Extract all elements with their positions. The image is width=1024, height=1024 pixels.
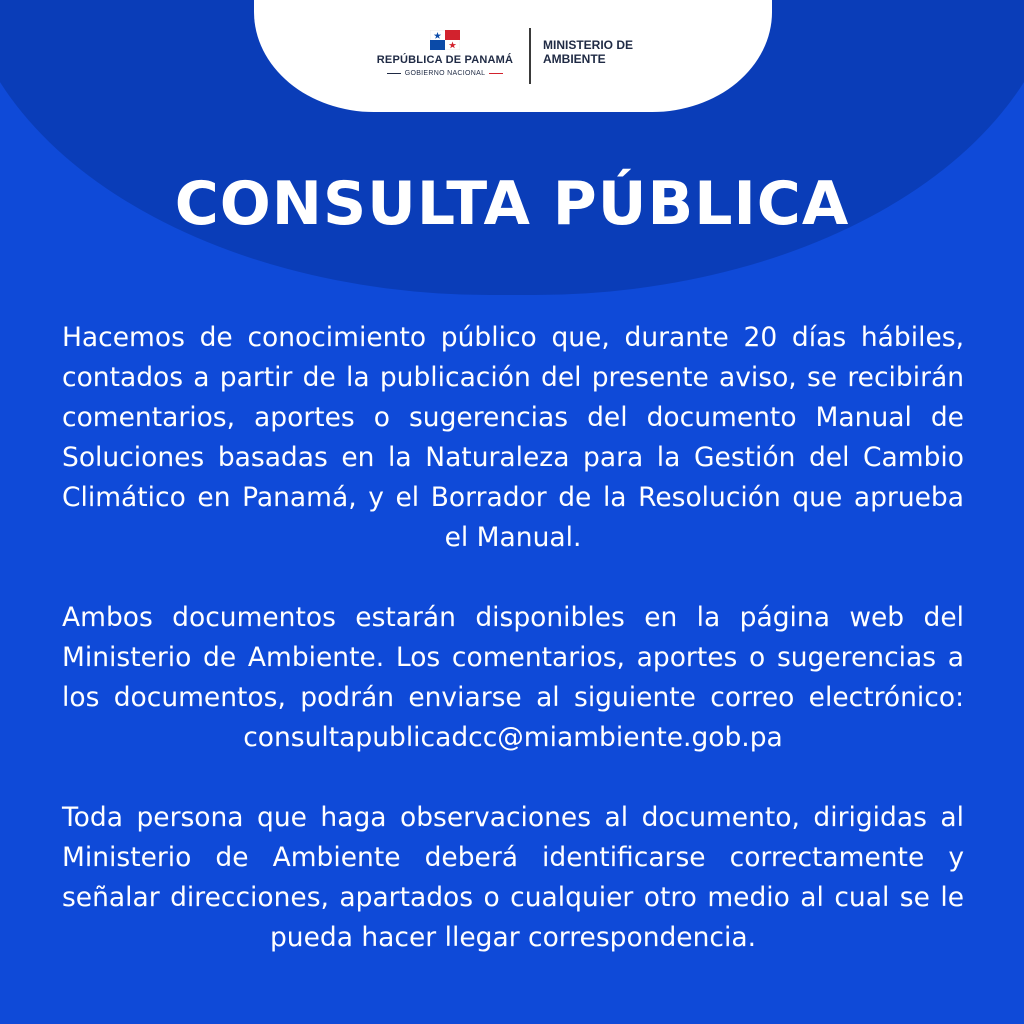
panama-flag-icon [430,30,460,50]
divider-line [387,73,401,74]
ministry-line-2: AMBIENTE [543,52,606,66]
notice-paragraph: Toda persona que haga observaciones al documento, dirigidas al Ministerio de Ambiente deberá identificarse correctamente y señalar direcciones, apartados o cualquier otro medio al cual se le pueda hacer llegar correspondencia. [62,802,964,953]
ministry-line-1: MINISTERIO DE [543,38,634,52]
notice-paragraph: Hacemos de conocimiento público que, durante 20 días hábiles, contados a partir de la publicación del presente aviso, se recibirán comentarios, aportes o sugerencias del documento Manual de Soluciones basadas en la Naturaleza para la Gestión del Cambio Climático en Panamá, y el Borrador de la Resolución que aprueba el Manual. [62,322,964,553]
ministry-logo [543,38,673,66]
republic-logo [370,30,520,78]
divider-line [489,73,503,74]
government-label: GOBIERNO NACIONAL [404,70,486,77]
notice-paragraph: Ambos documentos estarán disponibles en la página web del Ministerio de Ambiente. Los comentarios, aportes o sugerencias a los documentos, podrán enviarse al siguiente correo electrónico: consultapublicadcc@miambiente.gob.pa [62,602,964,753]
page-title: CONSULTA PÚBLICA [174,169,850,239]
logo-divider [529,28,531,84]
republic-name: REPÚBLICA DE PANAMÁ [376,54,514,66]
government-row [370,69,520,78]
notice-body [62,318,964,958]
